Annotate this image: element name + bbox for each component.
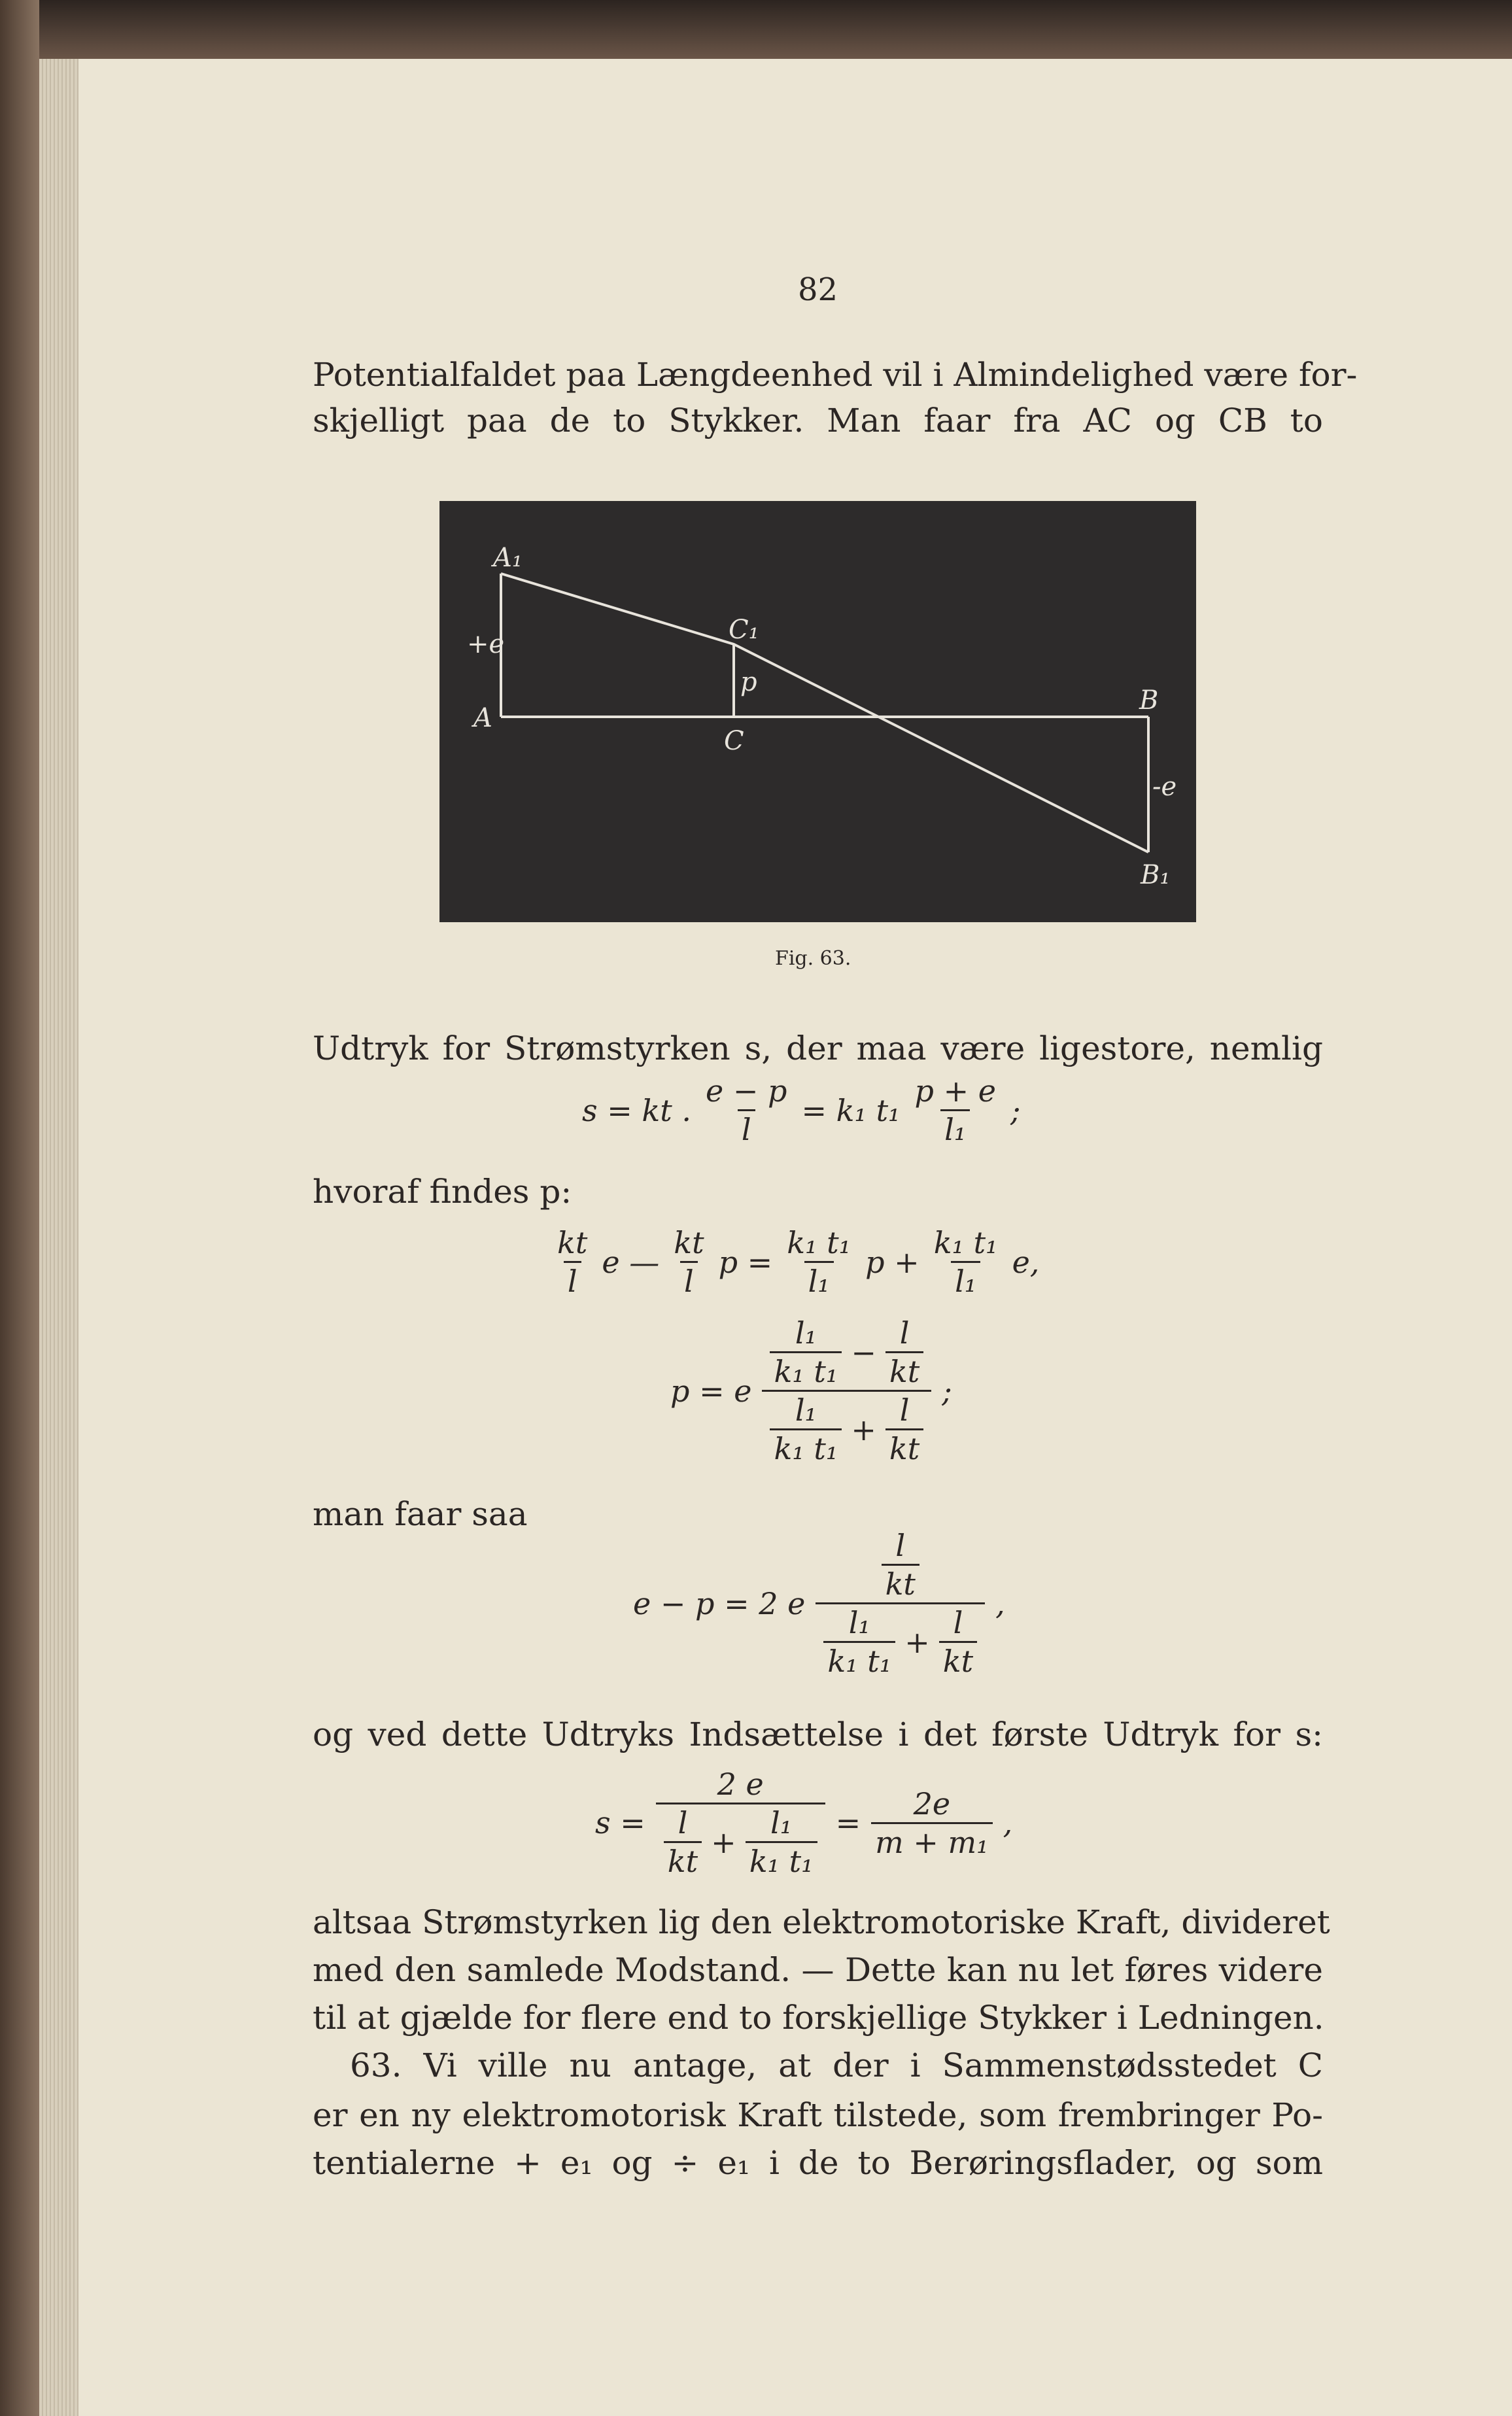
page-stack-edges — [39, 59, 78, 2416]
eq-part — [762, 1315, 931, 1390]
equation-1 — [582, 1073, 1020, 1148]
eq-part: l₁ — [770, 1805, 793, 1840]
eq-part: k₁ t₁ — [787, 1225, 851, 1260]
text-line: 63. Vi ville nu antage, at der i Sammenstødsstedet C — [350, 2046, 1323, 2084]
equation-4 — [633, 1527, 1005, 1680]
eq-part: l — [899, 1315, 910, 1351]
eq-part: e − p = 2 e — [633, 1585, 806, 1621]
label-a: A — [473, 703, 492, 733]
eq-part: e, — [1012, 1244, 1040, 1280]
potential-line — [501, 574, 1148, 852]
eq-part — [762, 1390, 931, 1467]
fraction — [911, 1073, 1000, 1148]
eq-part: s = — [595, 1805, 645, 1840]
eq-part: ; — [1010, 1092, 1021, 1128]
fraction — [670, 1224, 708, 1300]
equation-2 — [549, 1224, 1039, 1300]
fraction — [816, 1527, 985, 1680]
eq-part: l₁ — [951, 1261, 980, 1300]
eq-part: l₁ — [804, 1261, 834, 1300]
eq-part: kt — [882, 1564, 919, 1602]
eq-part: l — [738, 1109, 755, 1148]
fraction — [939, 1604, 977, 1680]
fraction — [656, 1766, 825, 1880]
eq-part: + — [904, 1624, 930, 1660]
fraction — [553, 1224, 591, 1300]
text-line: og ved dette Udtryks Indsættelse i det første Udtryk for s: — [313, 1716, 1323, 1753]
eq-part: = k₁ t₁ — [801, 1092, 901, 1128]
fraction — [664, 1804, 702, 1880]
text-line: tentialerne + e₁ og ÷ e₁ i de to Berøringsflader, og som — [313, 2144, 1323, 2182]
eq-part: l — [678, 1805, 688, 1840]
fraction — [762, 1315, 931, 1467]
text-line: skjelligt paa de to Stykker. Man faar fra AC og CB to — [313, 402, 1323, 440]
text-line: Udtryk for Strømstyrken s, der maa være ligestore, nemlig — [313, 1029, 1323, 1067]
text-line: til at gjælde for flere end to forskjellige Stykker i Ledningen. — [313, 1999, 1324, 2037]
eq-part: l — [680, 1261, 698, 1300]
eq-part: p + e — [914, 1073, 996, 1109]
text-line: man faar saa — [313, 1495, 528, 1533]
equation-3 — [670, 1315, 952, 1467]
fraction — [770, 1392, 842, 1467]
eq-part: 2e — [913, 1786, 951, 1821]
book-edge-top — [0, 0, 1512, 59]
eq-part: l — [895, 1528, 906, 1563]
label-p: p — [740, 667, 757, 697]
label-plus-e: +e — [467, 629, 505, 659]
eq-part: k₁ t₁ — [770, 1351, 842, 1390]
eq-part: kt — [939, 1641, 977, 1680]
eq-part: = — [835, 1805, 861, 1840]
eq-part: + — [851, 1411, 876, 1447]
eq-part: kt — [674, 1225, 704, 1260]
eq-part: k₁ t₁ — [933, 1225, 998, 1260]
eq-part: ; — [942, 1373, 952, 1409]
label-b1: B₁ — [1141, 860, 1171, 890]
eq-part: l — [899, 1392, 910, 1428]
eq-part — [656, 1803, 825, 1880]
fraction — [885, 1392, 923, 1467]
eq-part: l₁ — [848, 1605, 870, 1640]
figure-caption: Fig. 63. — [775, 947, 851, 970]
text-line: med den samlede Modstand. — Dette kan nu let føres videre — [313, 1951, 1323, 1989]
eq-part: l₁ — [795, 1392, 817, 1428]
text-line: Potentialfaldet paa Længdeenhed vil i Almindelighed være for- — [313, 356, 1358, 394]
eq-part: , — [1003, 1805, 1013, 1840]
eq-part: k₁ t₁ — [746, 1841, 817, 1880]
label-b: B — [1139, 685, 1159, 716]
label-c: C — [724, 726, 744, 756]
eq-part: p = e — [670, 1373, 752, 1409]
fraction — [885, 1315, 923, 1390]
eq-part: , — [995, 1585, 1005, 1621]
fraction — [871, 1786, 992, 1861]
eq-part: kt — [885, 1351, 923, 1390]
fraction — [783, 1224, 855, 1300]
fraction — [823, 1604, 895, 1680]
eq-part: 2 e — [717, 1767, 764, 1802]
eq-part: l₁ — [940, 1109, 970, 1148]
label-a1: A₁ — [493, 543, 523, 573]
eq-part: e — — [602, 1244, 660, 1280]
eq-part: p = — [718, 1244, 773, 1280]
eq-part: kt — [664, 1841, 702, 1880]
fraction — [702, 1073, 791, 1148]
figure-63-diagram — [439, 501, 1196, 922]
eq-part: p + — [865, 1244, 919, 1280]
eq-part: k₁ t₁ — [770, 1428, 842, 1467]
eq-part: e − p — [706, 1073, 787, 1109]
eq-part: − — [851, 1334, 876, 1370]
eq-part: l₁ — [795, 1315, 817, 1351]
eq-part: + — [711, 1824, 736, 1860]
eq-part: l — [564, 1261, 581, 1300]
eq-part: s = kt . — [582, 1092, 691, 1128]
label-c1: C₁ — [729, 615, 759, 645]
text-line: altsaa Strømstyrken lig den elektromotoriske Kraft, divideret — [313, 1903, 1330, 1941]
eq-part: k₁ t₁ — [823, 1641, 895, 1680]
book-edge-left — [0, 0, 39, 2416]
eq-part: m + m₁ — [871, 1822, 992, 1861]
fraction — [878, 1527, 923, 1602]
page-number: 82 — [798, 271, 838, 308]
eq-part: kt — [557, 1225, 588, 1260]
fraction — [930, 1224, 1002, 1300]
text-line: hvoraf findes p: — [313, 1173, 572, 1211]
fraction — [746, 1804, 817, 1880]
text-line: er en ny elektromotorisk Kraft tilstede, som frembringer Po- — [313, 2096, 1323, 2134]
eq-part — [816, 1602, 985, 1680]
eq-part: kt — [885, 1428, 923, 1467]
eq-part: l — [953, 1605, 963, 1640]
equation-5 — [595, 1766, 1012, 1880]
fraction — [770, 1315, 842, 1390]
label-minus-e: -e — [1152, 772, 1177, 802]
